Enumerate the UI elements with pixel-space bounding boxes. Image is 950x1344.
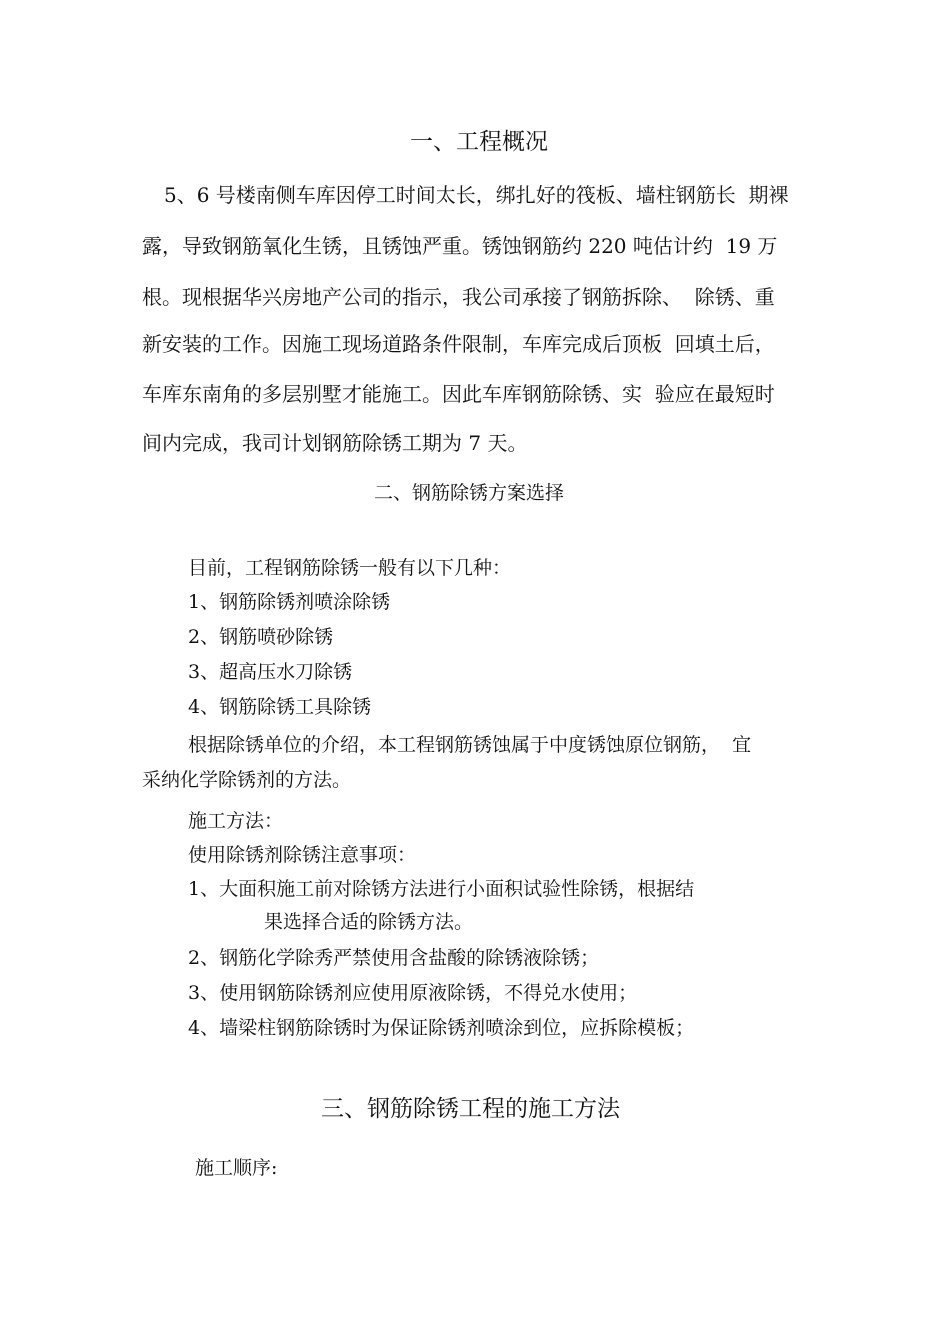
sequence-label: 施工顺序: xyxy=(195,1157,278,1179)
list-item: 1、大面积施工前对除锈方法进行小面积试验性除锈，根据结 xyxy=(188,878,695,900)
paragraph-line: 5、6 号楼南侧车库因停工时间太长，绑扎好的筏板、墙柱钢筋长 期裸 xyxy=(164,183,789,207)
section-2-heading: 二、钢筋除锈方案选择 xyxy=(374,482,565,504)
list-item: 3、超高压水刀除锈 xyxy=(188,661,353,683)
list-item: 2、钢筋喷砂除锈 xyxy=(188,626,334,648)
paragraph-line: 车库东南角的多层别墅才能施工。因此车库钢筋除锈、实 验应在最短时 xyxy=(142,382,775,406)
paragraph-line: 根。现根据华兴房地产公司的指示，我公司承接了钢筋拆除、 除锈、重 xyxy=(142,285,775,309)
paragraph-line: 露，导致钢筋氧化生锈，且锈蚀严重。锈蚀钢筋约 220 吨估计约 19 万 xyxy=(142,234,778,258)
notes-title: 使用除锈剂除锈注意事项： xyxy=(188,844,417,866)
list-item: 4、墙梁柱钢筋除锈时为保证除锈剂喷涂到位，应拆除模板； xyxy=(188,1017,695,1039)
basis-line: 根据除锈单位的介绍，本工程钢筋锈蚀属于中度锈蚀原位钢筋， 宜 xyxy=(188,734,752,756)
list-item: 1、钢筋除锈剂喷涂除锈 xyxy=(188,591,391,613)
paragraph-line: 间内完成，我司计划钢筋除锈工期为 7 天。 xyxy=(142,431,528,455)
basis-line: 采纳化学除锈剂的方法。 xyxy=(142,769,352,791)
list-item: 4、钢筋除锈工具除锈 xyxy=(188,696,372,718)
list-item: 2、钢筋化学除秀严禁使用含盐酸的除锈液除锈； xyxy=(188,947,600,969)
method-label: 施工方法： xyxy=(188,810,284,832)
methods-intro: 目前，工程钢筋除锈一般有以下几种： xyxy=(188,557,512,579)
list-item: 3、使用钢筋除锈剂应使用原液除锈，不得兑水使用； xyxy=(188,982,638,1004)
section-1-heading: 一、工程概况 xyxy=(410,129,548,155)
paragraph-line: 新安装的工作。因施工现场道路条件限制，车库完成后顶板 回填土后， xyxy=(142,332,775,356)
section-3-heading: 三、钢筋除锈工程的施工方法 xyxy=(321,1096,620,1122)
list-item-continuation: 果选择合适的除锈方法。 xyxy=(264,911,474,933)
